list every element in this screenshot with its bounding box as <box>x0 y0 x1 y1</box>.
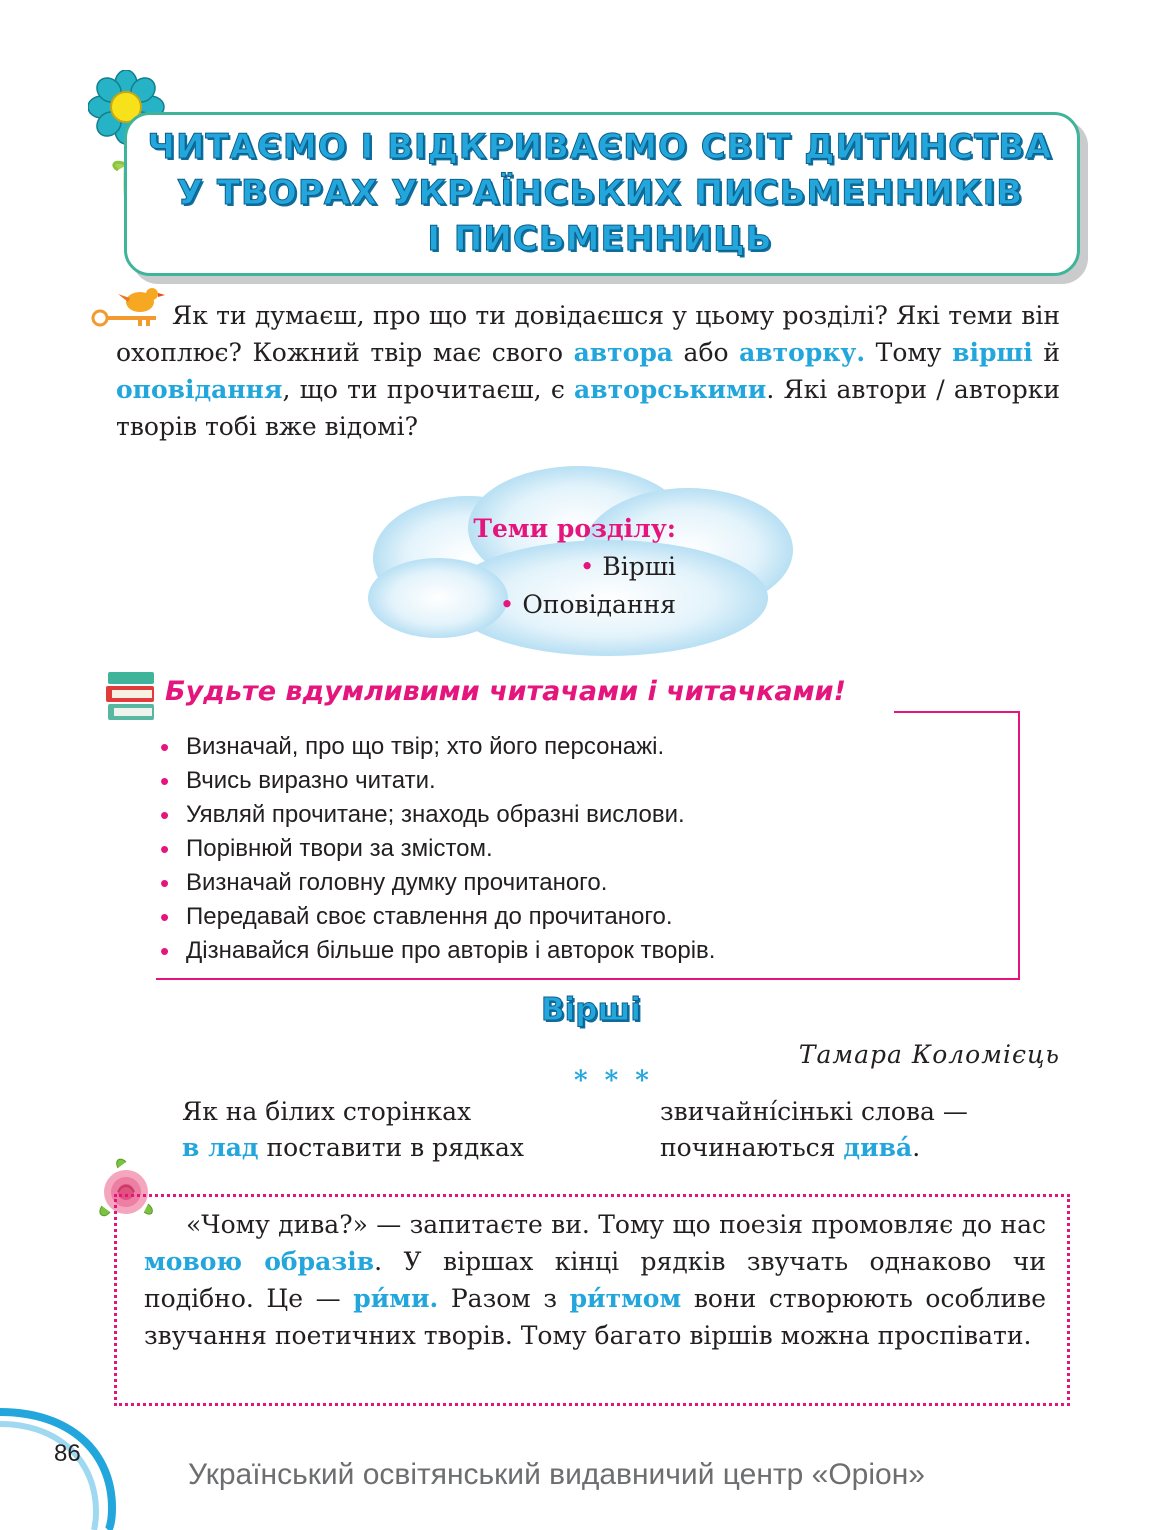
keyword: ри́тмом <box>569 1284 682 1313</box>
list-item: • Дізнавайся більше про авторів і авторок творів. <box>160 934 715 968</box>
chapter-title-line: У ТВОРАХ УКРАЇНСЬКИХ ПИСЬМЕННИКІВ <box>176 173 1024 213</box>
poem-line: Як на білих сторінках <box>182 1097 472 1126</box>
note-text: вони створюють особливе звучання поетичних творів. Тому багато віршів можна проспівати. <box>144 1284 1046 1350</box>
page-number: 86 <box>54 1440 81 1467</box>
keyword: авторськими <box>574 375 767 404</box>
intro-text: й <box>1032 338 1061 367</box>
section-title: Вірші <box>541 992 641 1028</box>
topics-block <box>460 510 676 624</box>
topic-label: Оповідання <box>522 590 676 619</box>
topic-label: Вірші <box>602 552 676 581</box>
keyword: мовою образів <box>144 1247 375 1276</box>
topic-item <box>460 586 676 624</box>
keyword: автора <box>573 338 673 367</box>
list-item: • Порівнюй твори за змістом. <box>160 832 715 866</box>
bullet-icon: • <box>499 590 523 619</box>
list-item: • Передавай своє ставлення до прочитаного. <box>160 900 715 934</box>
tips-title: Будьте вдумливими читачами і читачками! <box>165 676 846 707</box>
keyword: вірші <box>952 338 1033 367</box>
intro-text: Тому <box>865 338 953 367</box>
poem-line <box>182 1130 524 1166</box>
list-item: • Визначай головну думку прочитаного. <box>160 866 715 900</box>
keyword: оповідання <box>116 375 283 404</box>
topics-title: Теми розділу: <box>473 514 676 543</box>
note-text: Разом з <box>438 1284 570 1313</box>
note-text: «Чому дива?» — запитаєте ви. Тому що поезія промовляє до нас <box>186 1210 1046 1239</box>
poem-text: поставити в рядках <box>258 1133 524 1162</box>
keyword: дива́ <box>843 1133 913 1162</box>
chapter-title-line: І ПИСЬМЕННИЦЬ <box>427 219 773 259</box>
keyword: авторку. <box>739 338 866 367</box>
intro-paragraph <box>116 297 1060 445</box>
poem-text: . <box>912 1133 921 1162</box>
intro-text: або <box>673 338 740 367</box>
poem-stars: * * * <box>574 1066 653 1096</box>
list-item: • Визначай, про що твір; хто його персонажі. <box>160 730 715 764</box>
bullet-icon: • <box>579 552 603 581</box>
page-corner-arc <box>0 1408 120 1530</box>
books-icon <box>104 670 156 726</box>
list-item: • Вчись виразно читати. <box>160 764 715 798</box>
list-item: • Уявляй прочитане; знаходь образні вислови. <box>160 798 715 832</box>
poem-line: звичайні́сінькі слова — <box>660 1097 968 1126</box>
intro-text: Як ти думаєш, про що ти довідаєшся у цьому розділі? Які теми він охоплює? Кожний твір має свого <box>116 301 1060 367</box>
publisher-footer: Український освітянський видавничий центр «Оріон» <box>188 1458 925 1491</box>
poem-text: починаються <box>660 1133 844 1162</box>
note-paragraph <box>144 1206 1046 1354</box>
chapter-title <box>140 124 1060 262</box>
intro-text: . Які автори / авторки творів тобі вже відомі? <box>116 375 1060 441</box>
chapter-title-line: ЧИТАЄМО І ВІДКРИВАЄМО СВІТ ДИТИНСТВА <box>147 127 1053 167</box>
tips-list <box>160 730 715 968</box>
intro-text: , що ти прочитаєш, є <box>282 375 575 404</box>
note-text: . У віршах кінці рядків звучать однаково чи подібно. Це — <box>144 1247 1046 1313</box>
keyword: в лад <box>182 1133 259 1162</box>
poem-author: Тамара Коломієць <box>798 1040 1060 1069</box>
poem-line <box>660 1130 968 1166</box>
topic-item <box>460 548 676 586</box>
tips-frame-topline <box>894 711 1020 713</box>
poem-column-left <box>182 1094 524 1166</box>
keyword: ри́ми. <box>353 1284 439 1313</box>
poem-column-right <box>660 1094 968 1166</box>
